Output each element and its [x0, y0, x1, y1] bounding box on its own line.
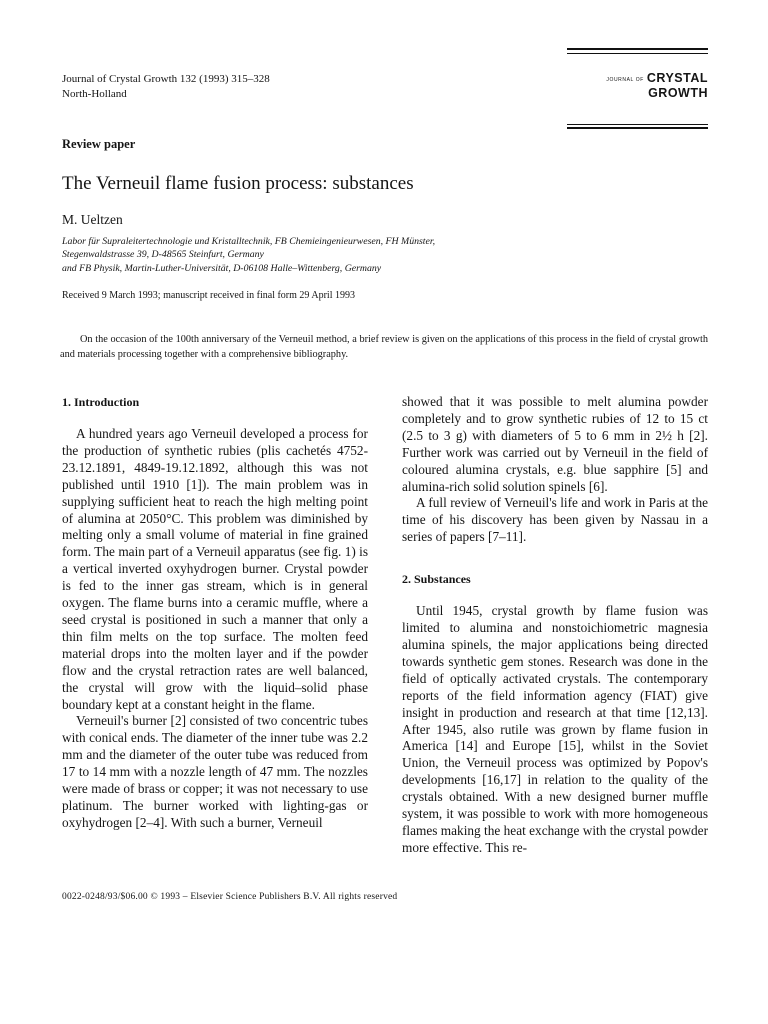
affiliation-line: Labor für Supraleitertechnologie und Kristalltechnik, FB Chemieingenieurwesen, FH Münster,	[62, 236, 436, 247]
paragraph: A full review of Verneuil's life and work in Paris at the time of his discovery has been given by Nassau in a series of papers [7–11].	[402, 495, 708, 545]
paper-title: The Verneuil flame fusion process: substances	[62, 173, 414, 194]
section-heading-introduction: 1. Introduction	[62, 395, 140, 409]
paragraph: showed that it was possible to melt alumina powder completely and to grow synthetic rubies of 12 to 15 ct (2.5 to 3 g) with diameters of 5 to 6 mm in 2½ h [2]. Further work was carried out by Verneuil in the field of coloured alumina crystals, e.g. blue sapphire [5] and alumina-rich solid solution spinels [6].	[402, 394, 708, 494]
journal-reference	[62, 72, 270, 102]
affiliation	[62, 235, 712, 275]
copyright-footer: 0022-0248/93/$06.00 © 1993 – Elsevier Science Publishers B.V. All rights reserved	[62, 892, 398, 902]
logo-rule-bottom-thin	[567, 124, 708, 125]
journal-logo	[567, 48, 708, 132]
paragraph: Until 1945, crystal growth by flame fusion was limited to alumina and nonstoichiometric magnesia alumina spinels, the major applications being directed towards synthetic gem stones. Research was done in the field of optically activated crystals. The contemporary reports of the field information agency (FIAT) give insight in production and research at that time [12,13]. After 1945, also rutile was grown by flame fusion in America [14] and Europe [15], whilst in the Soviet Union, the Verneuil process was optimized by Popov's developments [16,17] in relation to the quality of the crystals obtained. With a new designed burner muffle system, it was possible to work with more homogeneous flames making the heat exchange with the crystal powder more effective. This re-	[402, 603, 708, 855]
paragraph: A hundred years ago Verneuil developed a process for the production of synthetic rubies (plis cachetés 4752-23.12.1891, 4849-19.12.1892, although this was not published until 1910 [1]). The main problem was in supplying sufficient heat to reach the high melting point of alumina at 2050°C. This problem was diminished by melting only a small volume of material in fine grained form. The main part of a Verneuil apparatus (see fig. 1) is a vertical inverted oxyhydrogen burner. Crystal powder is fed to the inner gas stream, which is in general oxygen. The flame burns into a ceramic muffle, where a seed crystal is positioned in such a manner that only a thin film melts on the top surface. The molten feed material drops into the molten layer and if the powder flow and the crystal retraction rates are well balanced, the crystal will grow with the liquid–solid phase boundary kept at a constant height in the flame.	[62, 426, 368, 712]
section-heading-substances: 2. Substances	[402, 572, 471, 587]
journal-reference-line: Journal of Crystal Growth 132 (1993) 315–328	[62, 73, 270, 85]
affiliation-line: and FB Physik, Martin-Luther-Universität, D-06108 Halle–Wittenberg, Germany	[62, 262, 382, 274]
author-name: M. Ueltzen	[62, 212, 123, 227]
paper-type: Review paper	[62, 137, 136, 151]
abstract: On the occasion of the 100th anniversary of the Verneuil method, a brief review is given on the applications of this process in the field of crystal growth and materials processing together with a comprehensive bibliography.	[60, 334, 708, 360]
logo-small-text: JOURNAL OF	[606, 77, 644, 83]
logo-rule-top	[567, 48, 708, 50]
publisher-line: North-Holland	[62, 88, 127, 100]
logo-word1: CRYSTAL	[646, 71, 708, 85]
paragraph: Verneuil's burner [2] consisted of two concentric tubes with conical ends. The diameter of the inner tube was 2.2 mm and the diameter of the outer tube was reduced from 17 to 14 mm with a nozzle length of 47 mm. The nozzles were made of brass or copper; it was not necessary to use platinum. The burner worked with lighting-gas or oxyhydrogen [2–4]. With such a burner, Verneuil	[62, 713, 368, 830]
logo-rule-top-thin	[567, 53, 708, 54]
column-left	[62, 394, 368, 832]
logo-word-growth: GROWTH	[648, 86, 708, 100]
logo-word-crystal	[606, 71, 708, 85]
affiliation-line: Stegenwaldstrasse 39, D-48565 Steinfurt, Germany	[62, 249, 264, 261]
logo-rule-bottom	[567, 127, 708, 129]
column-right	[402, 394, 708, 857]
received-dates: Received 9 March 1993; manuscript received in final form 29 April 1993	[62, 290, 355, 301]
